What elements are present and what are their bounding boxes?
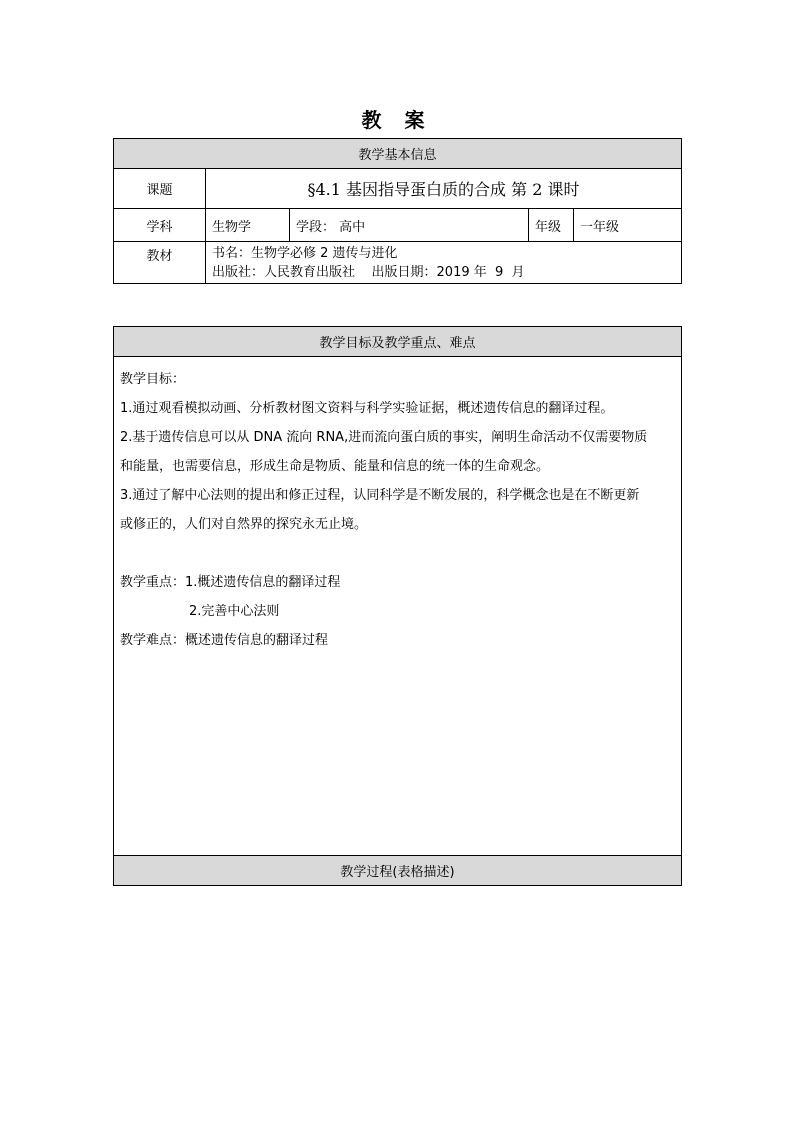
topic-label: 课题 xyxy=(114,169,206,209)
objectives-title: 教学目标： xyxy=(120,372,186,387)
basic-info-header: 教学基本信息 xyxy=(114,139,682,169)
textbook-name: 书名：生物学必修 2 遗传与进化 xyxy=(212,246,398,261)
key-points-2: 2.完善中心法则 xyxy=(189,604,280,619)
key-points-1: 教学重点：1.概述遗传信息的翻译过程 xyxy=(120,575,341,590)
objective-3b: 或修正的，人们对自然界的探究永无止境。 xyxy=(120,517,368,532)
textbook-publisher: 出版社：人民教育出版社 出版日期：2019 年 9 月 xyxy=(212,265,525,280)
textbook-info xyxy=(206,242,682,284)
goals-header: 教学目标及教学重点、难点 xyxy=(114,327,682,357)
blank-line xyxy=(120,539,675,568)
textbook-label: 教材 xyxy=(114,242,206,284)
subject-value: 生物学 xyxy=(206,209,290,242)
document-title: 教 案 xyxy=(361,108,433,132)
topic-value: §4.1 基因指导蛋白质的合成 第 2 课时 xyxy=(206,169,682,209)
grade-label: 年级 xyxy=(529,209,574,242)
objective-2b: 和能量，也需要信息，形成生命是物质、能量和信息的统一体的生命观念。 xyxy=(120,459,550,474)
goals-body xyxy=(114,357,682,856)
process-header: 教学过程(表格描述) xyxy=(114,856,682,886)
stage-label: 学段： 高中 xyxy=(290,209,529,242)
subject-label: 学科 xyxy=(114,209,206,242)
grade-value: 一年级 xyxy=(574,209,682,242)
objective-2a: 2.基于遗传信息可以从 DNA 流向 RNA,进而流向蛋白质的事实，阐明生命活动不仅需要物质 xyxy=(120,430,648,445)
objective-1: 1.通过观看模拟动画、分析教材图文资料与科学实验证据，概述遗传信息的翻译过程。 xyxy=(120,401,614,416)
objective-3a: 3.通过了解中心法则的提出和修正过程，认同科学是不断发展的，科学概念也是在不断更新 xyxy=(120,488,640,503)
basic-info-table xyxy=(113,138,682,284)
goals-table xyxy=(113,326,682,886)
difficulty: 教学难点：概述遗传信息的翻译过程 xyxy=(120,633,329,648)
